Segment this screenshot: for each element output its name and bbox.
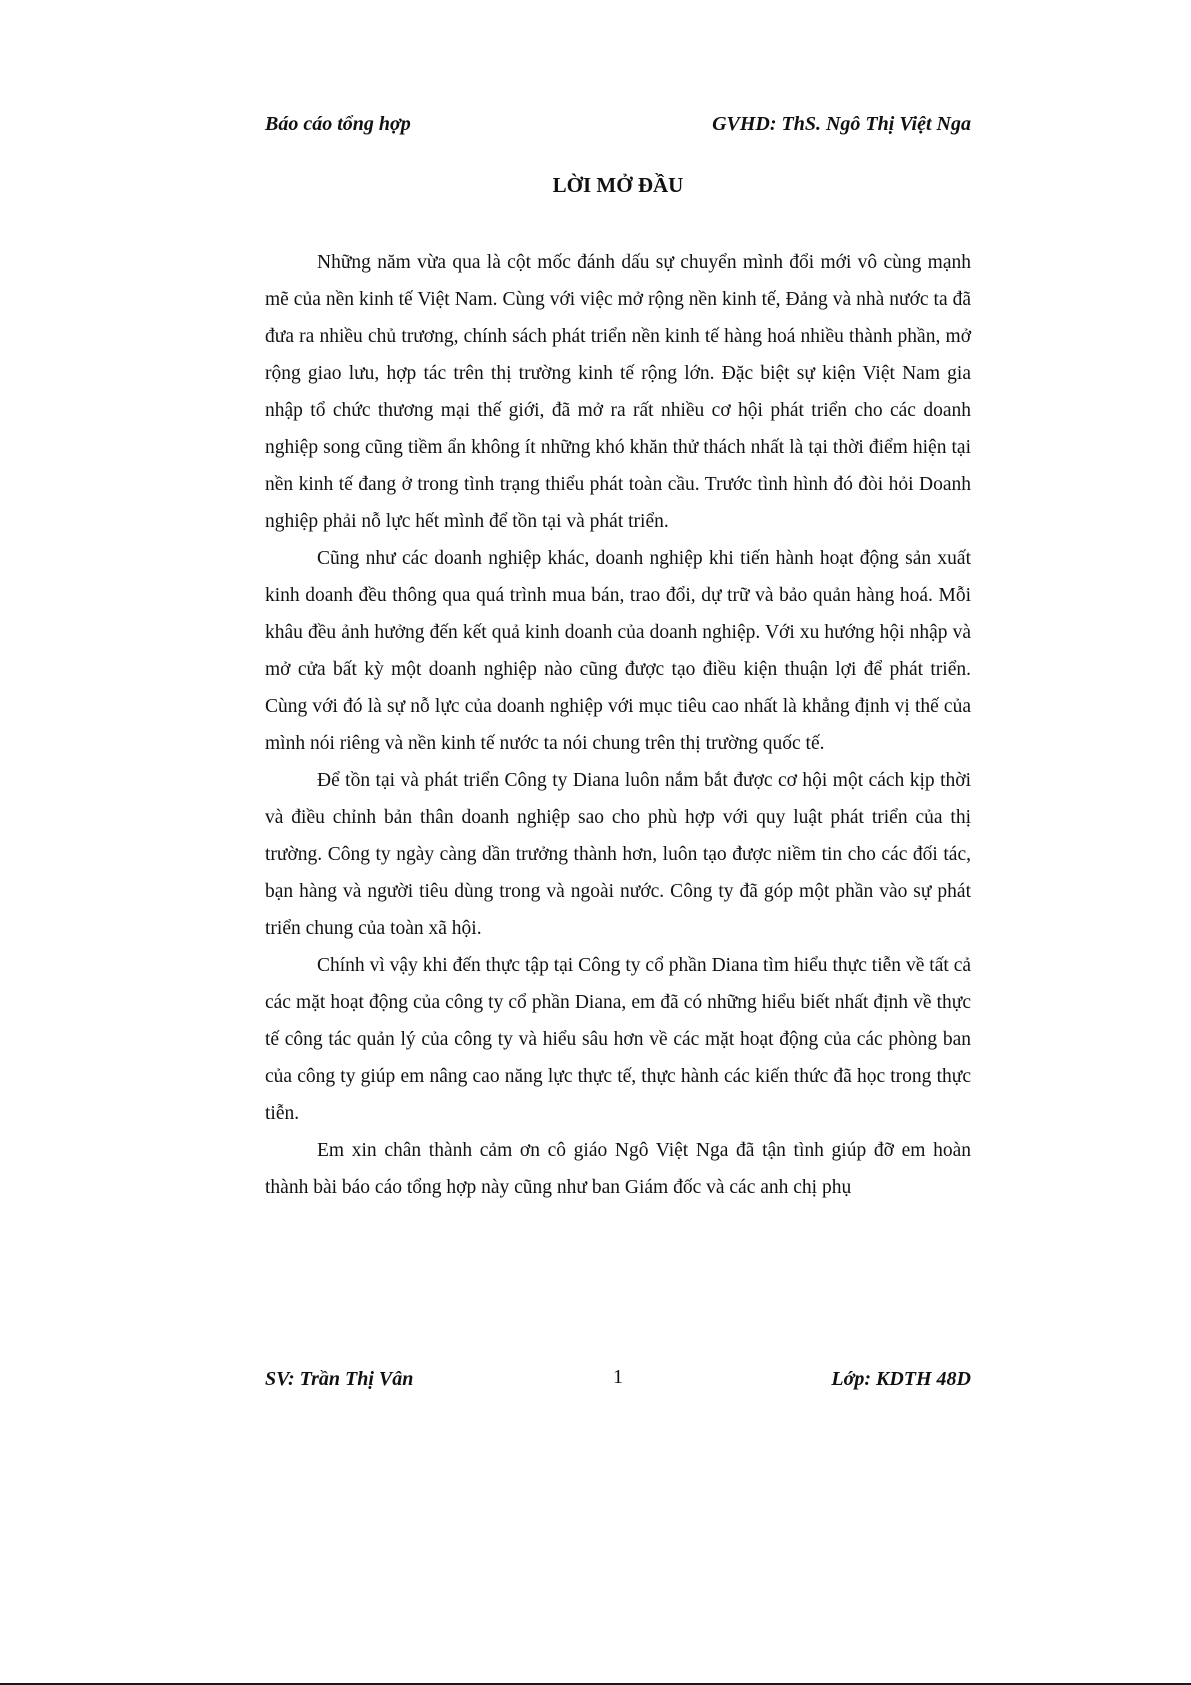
header-supervisor: GVHD: ThS. Ngô Thị Việt Nga bbox=[712, 113, 971, 135]
header-report-type: Báo cáo tổng hợp bbox=[265, 113, 411, 135]
paragraph-1: Những năm vừa qua là cột mốc đánh dấu sự chuyển mình đổi mới vô cùng mạnh mẽ của nền kinh tế Việt Nam. Cùng với việc mở rộng nền kinh tế, Đảng và nhà nước ta đã đưa ra nhiều chủ trương, chính sách phát triển nền kinh tế hàng hoá nhiều thành phần, mở rộng giao lưu, hợp tác trên thị trường kinh tế rộng lớn. Đặc biệt sự kiện Việt Nam gia nhập tổ chức thương mại thế giới, đã mở ra rất nhiều cơ hội phát triển cho các doanh nghiệp song cũng tiềm ẩn không ít những khó khăn thử thách nhất là tại thời điểm hiện tại nền kinh tế đang ở trong tình trạng thiểu phát toàn cầu. Trước tình hình đó đòi hỏi Doanh nghiệp phải nỗ lực hết mình để tồn tại và phát triển. bbox=[265, 252, 971, 532]
paragraph-5: Em xin chân thành cảm ơn cô giáo Ngô Việt Nga đã tận tình giúp đỡ em hoàn thành bài báo cáo tổng hợp này cũng như ban Giám đốc và các anh chị phụ bbox=[265, 1140, 971, 1198]
running-header bbox=[265, 113, 971, 143]
footer-student: SV: Trần Thị Vân bbox=[265, 1368, 414, 1390]
page-number: 1 bbox=[613, 1366, 623, 1388]
paragraph-3: Để tồn tại và phát triển Công ty Diana luôn nắm bắt được cơ hội một cách kịp thời và điều chỉnh bản thân doanh nghiệp sao cho phù hợp với quy luật phát triển của thị trường. Công ty ngày càng dần trưởng thành hơn, luôn tạo được niềm tin cho các đối tác, bạn hàng và người tiêu dùng trong và ngoài nước. Công ty đã góp một phần vào sự phát triển chung của toàn xã hội. bbox=[265, 770, 971, 939]
body-text bbox=[265, 244, 971, 1206]
running-footer bbox=[265, 1368, 971, 1398]
page-title: LỜI MỞ ĐẦU bbox=[552, 173, 684, 197]
paragraph-2: Cũng như các doanh nghiệp khác, doanh nghiệp khi tiến hành hoạt động sản xuất kinh doanh đều thông qua quá trình mua bán, trao đổi, dự trữ và bảo quản hàng hoá. Mỗi khâu đều ảnh hưởng đến kết quả kinh doanh của doanh nghiệp. Với xu hướng hội nhập và mở cửa bất kỳ một doanh nghiệp nào cũng được tạo điều kiện thuận lợi để phát triển. Cùng với đó là sự nỗ lực của doanh nghiệp với mục tiêu cao nhất là khẳng định vị thế của mình nói riêng và nền kinh tế nước ta nói chung trên thị trường quốc tế. bbox=[265, 548, 971, 754]
paragraph-4: Chính vì vậy khi đến thực tập tại Công ty cổ phần Diana tìm hiểu thực tiễn về tất cả các mặt hoạt động của công ty cổ phần Diana, em đã có những hiểu biết nhất định về thực tế công tác quản lý của công ty và hiểu sâu hơn về các mặt hoạt động của các phòng ban của công ty giúp em nâng cao năng lực thực tế, thực hành các kiến thức đã học trong thực tiễn. bbox=[265, 955, 971, 1124]
footer-class: Lớp: KDTH 48D bbox=[831, 1368, 971, 1390]
